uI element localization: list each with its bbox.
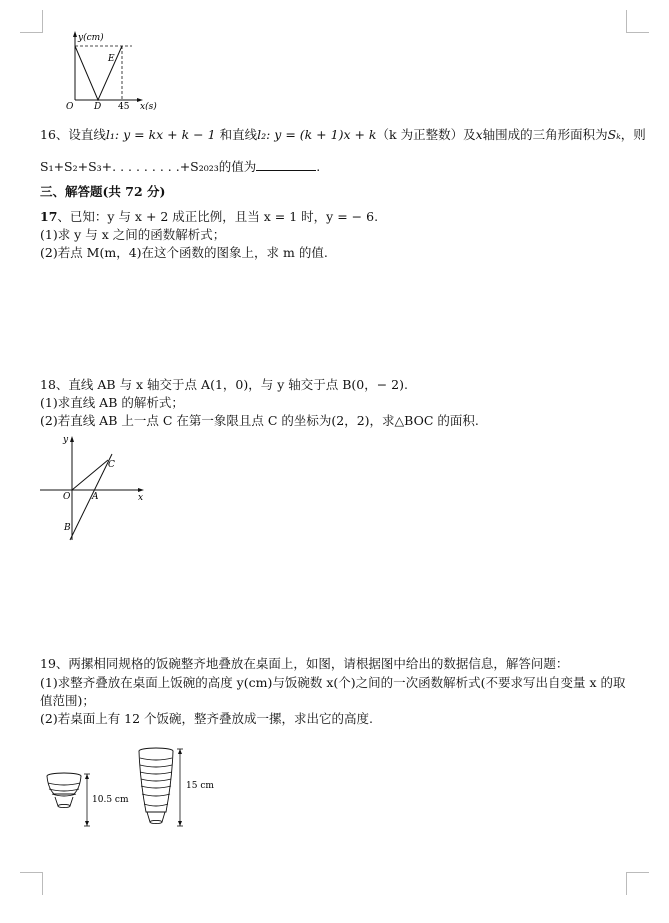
- q16-prefix: 16、设直线: [40, 127, 106, 142]
- x-label: x: [138, 493, 144, 503]
- crop-mark-top-right: [626, 10, 649, 33]
- segment-bc: [72, 460, 108, 528]
- q16-sum: S₁+S₂+S₃+. . . . . . . . .+S₂₀₂₃: [40, 159, 219, 174]
- q18-stem: 18、直线 AB 与 x 轴交于点 A(1，0)，与 y 轴交于点 B(0，− 2).: [40, 377, 408, 392]
- y-axis-label: y(cm): [78, 33, 104, 43]
- distance-time-figure: [58, 28, 168, 110]
- q17-part1: (1)求 y 与 x 之间的函数解析式；: [40, 227, 226, 242]
- q16-l2: l₂: [257, 127, 267, 142]
- x-axis-label: x(s): [140, 102, 157, 110]
- q17-number: 17: [40, 209, 58, 224]
- q16-period: .: [316, 159, 321, 174]
- point-b-label: B: [64, 523, 71, 533]
- crop-mark-top-left: [20, 10, 43, 33]
- q19-part1-line2: 值范围)；: [40, 693, 95, 708]
- height-label-small: 10.5 cm: [92, 795, 129, 805]
- x-tick-45: 45: [118, 102, 130, 110]
- y-label: y: [63, 435, 69, 445]
- q16-answer-blank[interactable]: [256, 158, 316, 171]
- q19-part2: (2)若桌面上有 12 个饭碗，整齐叠放成一摞，求出它的高度.: [40, 711, 374, 726]
- q16-value-of: 的值为: [218, 159, 257, 174]
- q19-stem: 19、两摞相同规格的饭碗整齐地叠放在桌面上，如图，请根据图中给出的数据信息，解答问题：: [40, 656, 569, 671]
- point-d-label: D: [94, 102, 102, 110]
- q17-stem: [40, 208, 378, 226]
- q16-line2: [40, 158, 320, 176]
- q16-cond: （k 为正整数）及: [376, 127, 476, 142]
- q17-part2: (2)若点 M(m，4)在这个函数的图象上，求 m 的值.: [40, 245, 328, 260]
- origin-label: O: [66, 102, 74, 110]
- crop-mark-bottom-left: [20, 872, 43, 895]
- q18-part2: (2)若直线 AB 上一点 C 在第一象限且点 C 的坐标为(2，2)，求△BOC 的面积.: [40, 413, 479, 428]
- point-e-label: E: [108, 54, 115, 64]
- section-3-heading: 三、解答题(共 72 分): [40, 184, 166, 199]
- q16-end: ，则: [620, 127, 646, 142]
- point-a-label: A: [92, 492, 99, 502]
- q16-x: x: [475, 127, 483, 142]
- q19-part1-line1: (1)求整齐叠放在桌面上饭碗的高度 y(cm)与饭碗数 x(个)之间的一次函数解析式(不要求写出自变量 x 的取: [40, 675, 626, 690]
- q16-eq1: : y = kx + k − 1: [114, 127, 216, 142]
- bowl-stack-large: [139, 748, 173, 824]
- q18-part1: (1)求直线 AB 的解析式；: [40, 395, 184, 410]
- q16-line1: [40, 126, 646, 144]
- crop-mark-bottom-right: [626, 872, 649, 895]
- graph-line: [75, 46, 122, 100]
- q17-text: 、已知：y 与 x + 2 成正比例，且当 x = 1 时，y = − 6.: [57, 209, 379, 224]
- height-label-large: 15 cm: [186, 781, 214, 791]
- bowl-stacks-figure: [40, 742, 230, 834]
- point-c-label: C: [108, 460, 115, 470]
- q16-l1: l₁: [105, 127, 115, 142]
- q16-mid: 和直线: [215, 127, 258, 142]
- bowl-stack-small: [47, 773, 81, 808]
- line-ab-figure: [36, 432, 152, 544]
- q16-eq2: : y = (k + 1)x + k: [266, 127, 377, 142]
- q16-sk: Sₖ: [607, 127, 621, 142]
- line-ab: [70, 454, 112, 540]
- segment-oc: [72, 460, 108, 490]
- origin-label: O: [63, 492, 71, 502]
- q16-tail: 轴围成的三角形面积为: [482, 127, 608, 142]
